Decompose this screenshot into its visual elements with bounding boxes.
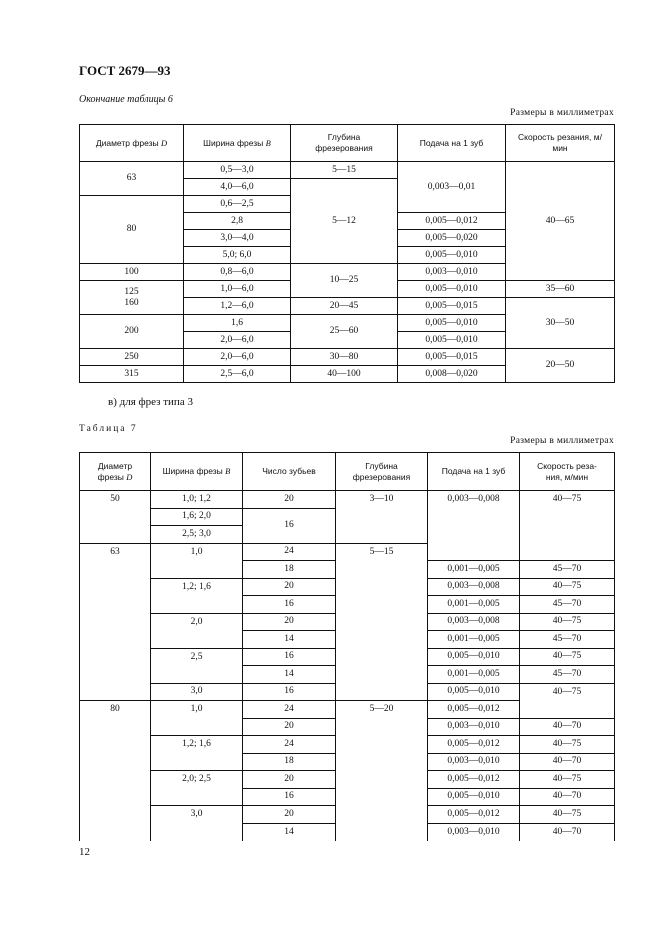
- col-header-teeth: Число зубьев: [243, 453, 336, 491]
- cell-speed: 35—60: [506, 281, 615, 298]
- cell-width: 0,5—3,0: [184, 162, 291, 179]
- cell-width: 2,0; 2,5: [151, 771, 243, 806]
- cell-teeth: 20: [243, 771, 336, 789]
- cell-feed: 0,003—0,010: [398, 264, 506, 281]
- cell-speed: 30—50: [506, 298, 615, 349]
- cell-feed: 0,005—0,010: [398, 281, 506, 298]
- cell-width: 4,0—6,0: [184, 179, 291, 196]
- cell-teeth: 16: [243, 788, 336, 806]
- cell-depth: 30—80: [291, 349, 398, 366]
- cell-feed: 0,003—0,008: [428, 491, 520, 561]
- cell-width: 3,0—4,0: [184, 230, 291, 247]
- cell-width: 1,0: [151, 701, 243, 736]
- cell-teeth: 16: [243, 596, 336, 614]
- cell-feed: 0,005—0,020: [398, 230, 506, 247]
- cell-width: 2,0—6,0: [184, 332, 291, 349]
- cell-speed: 45—70: [520, 666, 615, 684]
- table-row: [80, 349, 615, 366]
- col-header-diameter: Диаметр фрезы D: [80, 453, 151, 491]
- col-header-diameter: Диаметр фрезы D: [80, 125, 184, 162]
- cell-speed: 40—70: [520, 753, 615, 771]
- cell-feed: 0,003—0,010: [428, 823, 520, 841]
- cell-width: 2,5; 3,0: [151, 526, 243, 544]
- diameter-160: 160: [124, 297, 139, 308]
- col-header-speed: Скорость реза-ния, м/мин: [520, 453, 615, 491]
- cell-feed: 0,005—0,010: [398, 315, 506, 332]
- cell-speed: 45—70: [520, 596, 615, 614]
- cell-speed: 45—70: [520, 561, 615, 579]
- cell-width: 5,0; 6,0: [184, 247, 291, 264]
- cell-feed: 0,005—0,012: [428, 806, 520, 824]
- cell-diameter: 80: [80, 701, 151, 841]
- cell-diameter: 100: [80, 264, 184, 281]
- cell-width: 1,0; 1,2: [151, 491, 243, 509]
- cell-depth: 5—15: [336, 543, 428, 701]
- cell-speed: 40—70: [520, 718, 615, 736]
- cell-feed: 0,003—0,008: [428, 578, 520, 596]
- cell-teeth: 24: [243, 701, 336, 719]
- cell-speed: 45—70: [520, 631, 615, 649]
- cell-diameter: [80, 281, 184, 315]
- cell-teeth: 24: [243, 736, 336, 754]
- cell-feed: 0,008—0,020: [398, 366, 506, 383]
- cell-feed: 0,005—0,012: [428, 771, 520, 789]
- cell-width: 3,0: [151, 683, 243, 701]
- cell-speed: 40—70: [520, 823, 615, 841]
- cell-teeth: 16: [243, 648, 336, 666]
- table-7: [79, 452, 615, 841]
- cell-speed: 40—75: [520, 613, 615, 631]
- cell-feed: 0,005—0,010: [428, 648, 520, 666]
- table-header-row: [80, 453, 615, 491]
- section-heading: в) для фрез типа 3: [108, 396, 193, 408]
- cell-feed: 0,001—0,005: [428, 561, 520, 579]
- cell-teeth: 16: [243, 683, 336, 701]
- cell-diameter: 200: [80, 315, 184, 349]
- cell-teeth: 14: [243, 631, 336, 649]
- cell-teeth: 18: [243, 561, 336, 579]
- cell-diameter: 63: [80, 162, 184, 196]
- col-header-feed: Подача на 1 зуб: [428, 453, 520, 491]
- cell-feed: 0,005—0,012: [398, 213, 506, 230]
- cell-teeth: 20: [243, 613, 336, 631]
- cell-depth: 5—12: [291, 179, 398, 264]
- cell-width: 2,5: [151, 648, 243, 683]
- cell-width: 0,6—2,5: [184, 196, 291, 213]
- table-row: [80, 162, 615, 179]
- cell-diameter: 80: [80, 196, 184, 264]
- cell-depth: 5—20: [336, 701, 428, 841]
- table6-units: Размеры в миллиметрах: [510, 108, 614, 118]
- cell-speed: 40—75: [520, 736, 615, 754]
- cell-feed: 0,005—0,015: [398, 298, 506, 315]
- table-row: [80, 491, 615, 509]
- cell-feed: 0,001—0,005: [428, 666, 520, 684]
- cell-speed: 40—75: [520, 491, 615, 561]
- cell-depth: 20—45: [291, 298, 398, 315]
- cell-feed: 0,003—0,010: [428, 753, 520, 771]
- table6-caption: Окончание таблицы 6: [79, 94, 173, 105]
- cell-speed: 40—75: [520, 578, 615, 596]
- col-header-depth: Глубина фрезерования: [336, 453, 428, 491]
- cell-feed: 0,005—0,010: [398, 247, 506, 264]
- cell-teeth: 20: [243, 491, 336, 509]
- col-header-width: Ширина фрезы B: [184, 125, 291, 162]
- cell-feed: 0,003—0,010: [428, 718, 520, 736]
- cell-width: 1,0: [151, 543, 243, 578]
- cell-speed: 20—50: [506, 349, 615, 383]
- col-header-depth: Глубина фрезерования: [291, 125, 398, 162]
- col-header-feed: Подача на 1 зуб: [398, 125, 506, 162]
- cell-teeth: 20: [243, 718, 336, 736]
- cell-feed: 0,003—0,008: [428, 613, 520, 631]
- table-6: [79, 124, 615, 383]
- col-header-width: Ширина фрезы B: [151, 453, 243, 491]
- cell-teeth: 14: [243, 823, 336, 841]
- cell-width: 2,5—6,0: [184, 366, 291, 383]
- diameter-125: 125: [124, 286, 139, 297]
- cell-feed: 0,001—0,005: [428, 631, 520, 649]
- cell-depth: 40—100: [291, 366, 398, 383]
- table7-caption: Таблица 7: [79, 424, 138, 434]
- cell-teeth: 24: [243, 543, 336, 561]
- cell-teeth: 14: [243, 666, 336, 684]
- cell-feed: 0,005—0,015: [398, 349, 506, 366]
- cell-diameter: 63: [80, 543, 151, 701]
- cell-teeth: 16: [243, 508, 336, 543]
- cell-speed: 40—70: [520, 788, 615, 806]
- cell-feed: 0,005—0,010: [428, 788, 520, 806]
- cell-feed: 0,005—0,010: [398, 332, 506, 349]
- cell-teeth: 18: [243, 753, 336, 771]
- cell-speed: 40—75: [520, 648, 615, 666]
- cell-width: 2,8: [184, 213, 291, 230]
- cell-width: 1,2—6,0: [184, 298, 291, 315]
- cell-speed: 40—75: [520, 683, 615, 718]
- cell-speed: 40—75: [520, 806, 615, 824]
- table-header-row: [80, 125, 615, 162]
- cell-depth: 10—25: [291, 264, 398, 298]
- cell-diameter: 315: [80, 366, 184, 383]
- cell-teeth: 20: [243, 578, 336, 596]
- cell-speed: 40—65: [506, 162, 615, 281]
- cell-width: 1,6: [184, 315, 291, 332]
- cell-diameter: 50: [80, 491, 151, 544]
- cell-speed: 40—75: [520, 771, 615, 789]
- cell-width: 1,6; 2,0: [151, 508, 243, 526]
- cell-width: 2,0—6,0: [184, 349, 291, 366]
- table7-units: Размеры в миллиметрах: [510, 436, 614, 446]
- page-number: 12: [79, 846, 90, 858]
- cell-diameter: 250: [80, 349, 184, 366]
- col-header-speed: Скорость резания, м/мин: [506, 125, 615, 162]
- cell-width: 2,0: [151, 613, 243, 648]
- cell-depth: 25—60: [291, 315, 398, 349]
- cell-width: 0,8—6,0: [184, 264, 291, 281]
- cell-feed: 0,003—0,01: [398, 162, 506, 213]
- document-title: ГОСТ 2679—93: [79, 63, 171, 78]
- cell-feed: 0,005—0,012: [428, 736, 520, 754]
- cell-depth: 5—15: [291, 162, 398, 179]
- cell-feed: 0,001—0,005: [428, 596, 520, 614]
- cell-width: 1,0—6,0: [184, 281, 291, 298]
- cell-width: 3,0: [151, 806, 243, 841]
- cell-width: 1,2; 1,6: [151, 736, 243, 771]
- cell-teeth: 20: [243, 806, 336, 824]
- cell-feed: 0,005—0,010: [428, 683, 520, 701]
- cell-feed: 0,005—0,012: [428, 701, 520, 719]
- cell-width: 1,2; 1,6: [151, 578, 243, 613]
- cell-depth: 3—10: [336, 491, 428, 544]
